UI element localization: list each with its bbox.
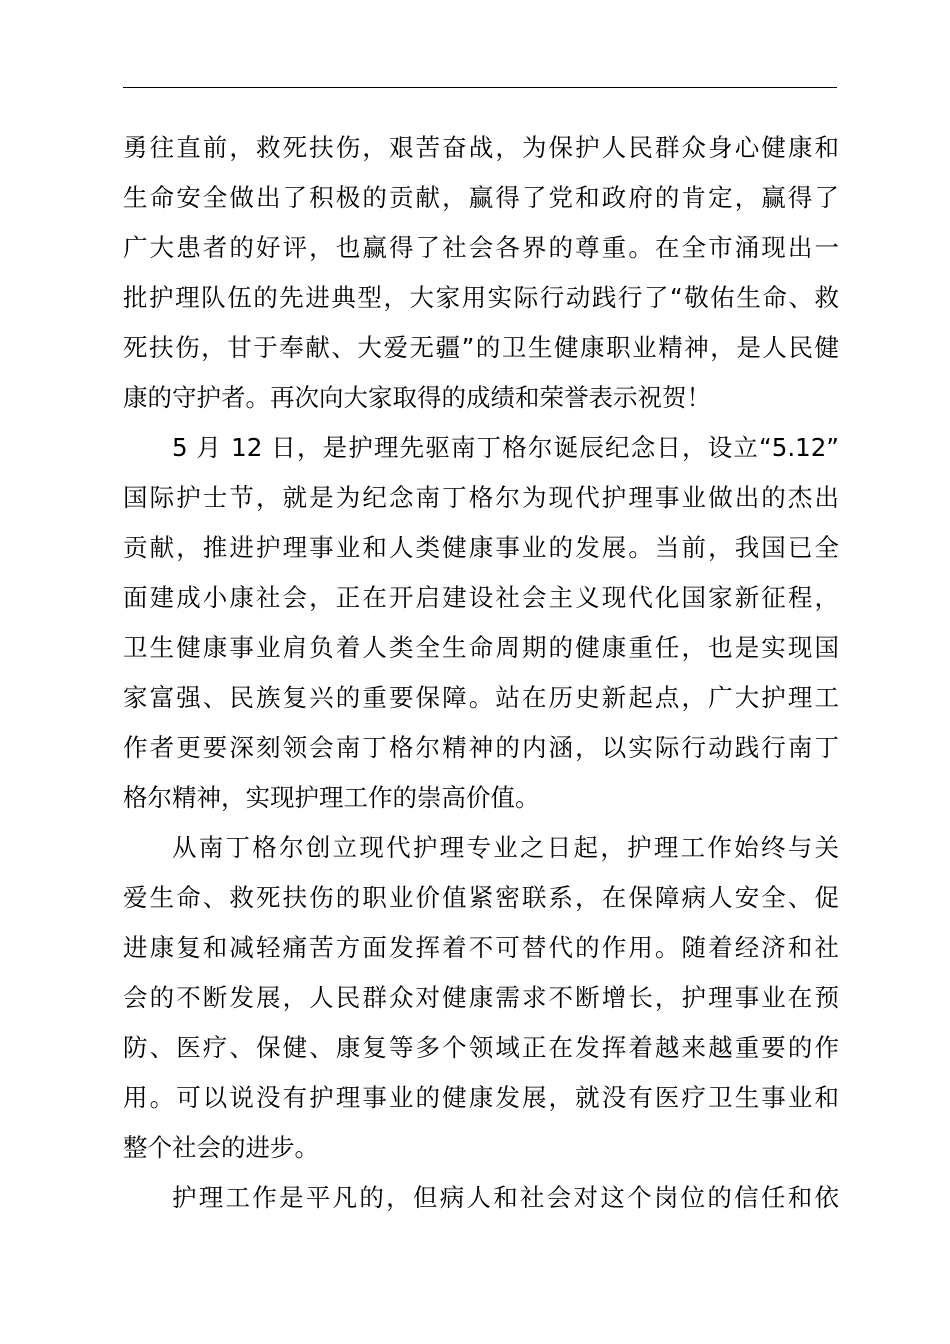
text-line: 批护理队伍的先进典型，大家用实际行动践行了“敬佑生命、救 [123, 283, 839, 312]
text-line: 面建成小康社会，正在开启建设社会主义现代化国家新征程， [123, 583, 839, 612]
text-line: 家富强、民族复兴的重要保障。站在历史新起点，广大护理工 [123, 683, 839, 712]
text-line: 作者更要深刻领会南丁格尔精神的内涵，以实际行动践行南丁 [123, 733, 839, 762]
text-line: 整个社会的进步。 [123, 1133, 319, 1162]
text-line: 死扶伤，甘于奉献、大爱无疆”的卫生健康职业精神，是人民健 [123, 333, 839, 362]
text-line: 5 月 12 日，是护理先驱南丁格尔诞辰纪念日，设立“5.12” [172, 433, 839, 462]
text-line: 康的守护者。再次向大家取得的成绩和荣誉表示祝贺！ [123, 383, 711, 412]
header-rule [123, 87, 837, 88]
paragraph-1 [123, 123, 839, 423]
text-line: 卫生健康事业肩负着人类全生命周期的健康重任，也是实现国 [123, 633, 839, 662]
text-line: 护理工作是平凡的，但病人和社会对这个岗位的信任和依 [172, 1183, 839, 1212]
text-line: 生命安全做出了积极的贡献，赢得了党和政府的肯定，赢得了 [123, 183, 839, 212]
text-line: 国际护士节，就是为纪念南丁格尔为现代护理事业做出的杰出 [123, 483, 839, 512]
text-line: 贡献，推进护理事业和人类健康事业的发展。当前，我国已全 [123, 533, 839, 562]
paragraph-3 [123, 823, 839, 1173]
text-line: 进康复和减轻痛苦方面发挥着不可替代的作用。随着经济和社 [123, 933, 839, 962]
body-text [123, 123, 839, 1223]
text-line: 勇往直前，救死扶伤，艰苦奋战，为保护人民群众身心健康和 [123, 133, 839, 162]
text-line: 会的不断发展，人民群众对健康需求不断增长，护理事业在预 [123, 983, 839, 1012]
text-line: 用。可以说没有护理事业的健康发展，就没有医疗卫生事业和 [123, 1083, 839, 1112]
text-line: 格尔精神，实现护理工作的崇高价值。 [123, 783, 540, 812]
paragraph-4 [123, 1173, 839, 1223]
text-line: 广大患者的好评，也赢得了社会各界的尊重。在全市涌现出一 [123, 233, 839, 262]
text-line: 从南丁格尔创立现代护理专业之日起，护理工作始终与关 [172, 833, 839, 862]
text-line: 爱生命、救死扶伤的职业价值紧密联系，在保障病人安全、促 [123, 883, 839, 912]
text-line: 防、医疗、保健、康复等多个领域正在发挥着越来越重要的作 [123, 1033, 839, 1062]
paragraph-2 [123, 423, 839, 823]
